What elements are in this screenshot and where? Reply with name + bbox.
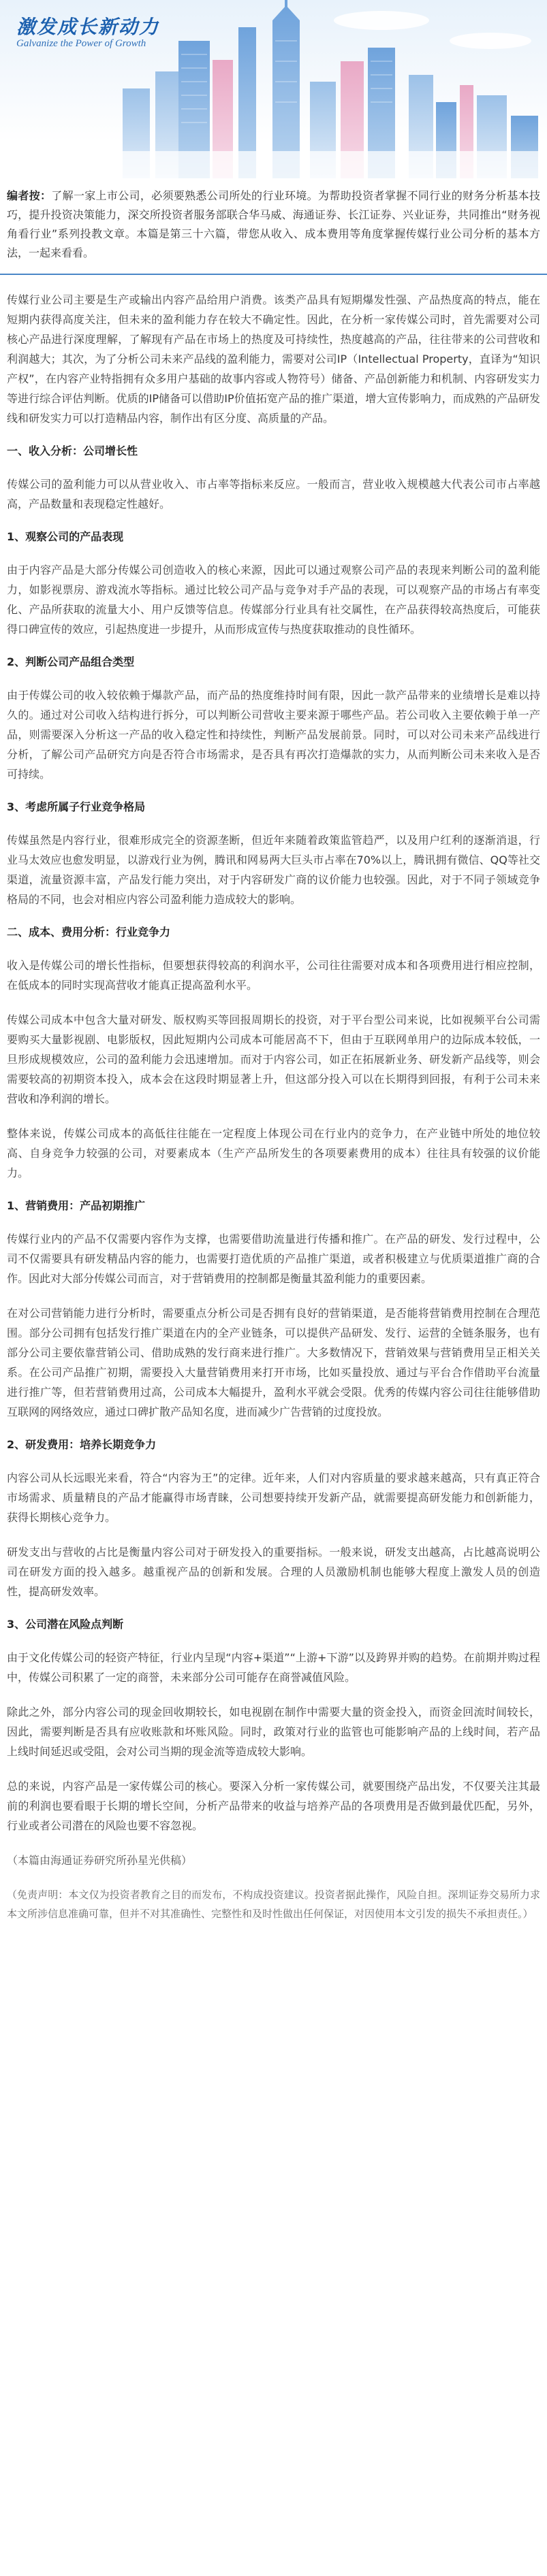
subsection-heading: 1、营销费用：产品初期推广 [7, 1199, 146, 1212]
section-heading: 二、成本、费用分析：行业竞争力 [7, 926, 171, 939]
header-banner [0, 0, 547, 178]
paragraph: 传媒行业内的产品不仅需要内容作为支撑，也需要借助流量进行传播和推广。在产品的研发、发行过程中，公司不仅需要具有研发精品内容的能力，也需要打造优质的产品推广渠道，或者积极建立与优质渠道推广商的合作。因此对大部分传媒公司而言，对于营销费用的控制都是衡量其盈利能力的重要因素。 [7, 1233, 540, 1285]
subsection-heading: 1、观察公司的产品表现 [7, 530, 124, 543]
source-note: （本篇由海通证券研究所孙星光供稿） [7, 1854, 193, 1867]
paragraph: 除此之外，部分内容公司的现金回收期较长，如电视剧在制作中需要大量的资金投入，而资金回流时间较长，因此，需要判断是否具有应收账款和坏账风险。同时，政策对行业的监管也可能影响产品的上线时间，若产品上线时间延迟或受阻，会对公司当期的现金流等造成较大影响。 [7, 1706, 540, 1758]
banner-subtitle: Galvanize the Power of Growth [16, 38, 146, 49]
subsection-heading: 2、判断公司产品组合类型 [7, 655, 135, 668]
paragraph: 传媒公司成本中包含大量对研发、版权购买等回报周期长的投资，对于平台型公司来说，比如视频平台公司需要购买大量影视剧、电影版权，因此短期内公司成本可能居高不下，但由于互联网单用户的边际成本较低，一旦形成规模效应，公司的盈利能力会迅速增加。而对于内容公司，如正在拓展新业务、研发新产品线等，则会需要较高的初期资本投入，成本会在这段时期显著上升，但这部分投入可以在长期得到回报，有利于公司未来营收和净利润的增长。 [7, 1013, 540, 1105]
section-heading: 一、收入分析：公司增长性 [7, 444, 138, 457]
paragraph: 传媒公司的盈利能力可以从营业收入、市占率等指标来反应。一般而言，营业收入规模越大代表公司市占率越高，产品数量和表现稳定性越好。 [7, 478, 540, 510]
paragraph: 总的来说，内容产品是一家传媒公司的核心。要深入分析一家传媒公司，就要围绕产品出发，不仅要关注其最前的利润也要看眼于长期的增长空间，分析产品带来的收益与培养产品的各项费用是否做到最优匹配，另外，行业或者公司潜在的风险也要不容忽视。 [7, 1780, 540, 1832]
paragraph: 由于传媒公司的收入较依赖于爆款产品，而产品的热度维持时间有限，因此一款产品带来的业绩增长是难以持久的。通过对公司收入结构进行拆分，可以判断公司营收主要来源于哪些产品。若公司收入主要依赖于单一产品，则需要深入分析这一产品的收入稳定性和持续性，判断产品发展前景。同时，可以对公司未来产品线进行分析，了解公司产品研究方向是否符合市场需求，是否具有再次打造爆款的实力，从而判断公司未来收入是否可持续。 [7, 689, 540, 781]
editor-note-text: 了解一家上市公司，必须要熟悉公司所处的行业环境。为帮助投资者掌握不同行业的财务分析基本技巧，提升投资决策能力，深交所投资者服务部联合华马威、海通证券、长江证券、兴业证券，共同推出“财务视角看行业”系列投教文章。本篇是第三十六篇，带您从收入、成本费用等角度掌握传媒行业公司分析的基本方法，一起来看看。 [7, 189, 540, 259]
editor-note-label: 编者按： [7, 189, 52, 202]
paragraph: 由于内容产品是大部分传媒公司创造收入的核心来源，因此可以通过观察公司产品的表现来判断公司的盈利能力，如影视票房、游戏流水等指标。通过比较公司产品与竞争对手产品的表现，可以观察产品的市场占有率变化、产品所获取的流量大小、用户反馈等信息。传媒部分行业具有社交属性，在产品获得较高热度后，可能获得口碑宣传的效应，引起热度进一步提升，从而形成宣传与热度获取推动的良性循环。 [7, 564, 540, 636]
paragraph: 收入是传媒公司的增长性指标，但要想获得较高的利润水平，公司往往需要对成本和各项费用进行相应控制，在低成本的同时实现高营收才能真正提高盈利水平。 [7, 959, 540, 992]
disclaimer-text: （免责声明：本文仅为投资者教育之目的而发布，不构成投资建议。投资者据此操作，风险自担。深圳证券交易所力求本文所涉信息准确可靠，但并不对其准确性、完整性和及时性做出任何保证，对因使用本文引发的损失不承担责任。） [7, 1889, 540, 1920]
paragraph: 在对公司营销能力进行分析时，需要重点分析公司是否拥有良好的营销渠道，是否能将营销费用控制在合理范围。部分公司拥有包括发行推广渠道在内的全产业链条，可以提供产品研发、发行、运营的全链条服务，也有部分公司主要依靠营销公司、借助成熟的发行商来进行推广。大多数情况下，营销效果与营销费用呈正相关关系。在公司产品推广初期，需要投入大量营销费用来打开市场，比如买量投放、通过与平台合作借助平台流量进行推广等，但若营销费用过高，公司成本大幅提升，盈利水平就会受限。优秀的传媒内容公司往往能够借助互联网的网络效应，通过口碑扩散产品知名度，进而减少广告营销的过度投放。 [7, 1307, 540, 1418]
paragraph: 内容公司从长远眼光来看，符合“内容为王”的定律。近年来，人们对内容质量的要求越来越高，只有真正符合市场需求、质量精良的产品才能赢得市场青睐，公司想要持续开发新产品，就需要提高研发能力和创新能力，获得长期核心竞争力。 [7, 1471, 540, 1524]
paragraph: 传媒行业公司主要是生产或输出内容产品给用户消费。该类产品具有短期爆发性强、产品热度高的特点，能在短期内获得高度关注，但未来的盈利能力存在较大不确定性。因此，在分析一家传媒公司时，首先需要对公司核心产品进行深度理解，了解现有产品在市场上的热度及可持续性，热度越高的产品，往往带来的公司营收和利润越大；其次，为了分析公司未来产品线的盈利能力，需要对公司IP（Intellectual Property，直译为“知识产权”，在内容产业特指拥有众多用户基础的故事内容或人物符号）储备、产品创新能力和机制、内容研发实力等进行综合评估判断。优质的IP储备可以借助IP价值拓宽产品的推广渠道，增大宣传影响力，而成熟的产品研发线和研发实力可以打造精品内容，制作出有区分度、高质量的产品。 [7, 293, 540, 425]
paragraph: 传媒虽然是内容行业，很难形成完全的资源垄断，但近年来随着政策监管趋严，以及用户红利的逐渐消退，行业马太效应也愈发明显，以游戏行业为例，腾讯和网易两大巨头市占率在70%以上，腾讯拥有微信、QQ等社交渠道，流量资源丰富，产品发行能力突出，对于内容研发广商的议价能力也较强。因此，对于不同子领域竞争格局的不同，也会对相应内容公司盈利能力造成较大的影响。 [7, 834, 540, 906]
paragraph: 由于文化传媒公司的轻资产特征，行业内呈现“内容+渠道”“上游+下游”以及跨界并购的趋势。在前期并购过程中，传媒公司积累了一定的商誉，未来部分公司可能存在商誉减值风险。 [7, 1651, 540, 1684]
banner-title: 激发成长新动力 [16, 16, 160, 38]
subsection-heading: 3、公司潜在风险点判断 [7, 1618, 124, 1631]
article-body [0, 178, 547, 1944]
editor-note [0, 186, 547, 263]
subsection-heading: 3、考虑所属子行业竞争格局 [7, 800, 146, 813]
subsection-heading: 2、研发费用：培养长期竞争力 [7, 1438, 157, 1451]
paragraph: 研发支出与营收的占比是衡量内容公司对于研发投入的重要指标。一般来说，研发支出越高，占比越高说明公司在研发方面的投入越多。越重视产品的创新和发展。合理的人员激励机制也能够大程度上激发人员的创造性，提高研发效率。 [7, 1546, 540, 1598]
section-divider [0, 274, 547, 275]
paragraph: 整体来说，传媒公司成本的高低往往能在一定程度上体现公司在行业内的竞争力，在产业链中所处的地位较高、自身竞争力较强的公司，对要素成本（生产产品所发生的各项要素费用的成本）往往具有较强的议价能力。 [7, 1127, 540, 1179]
